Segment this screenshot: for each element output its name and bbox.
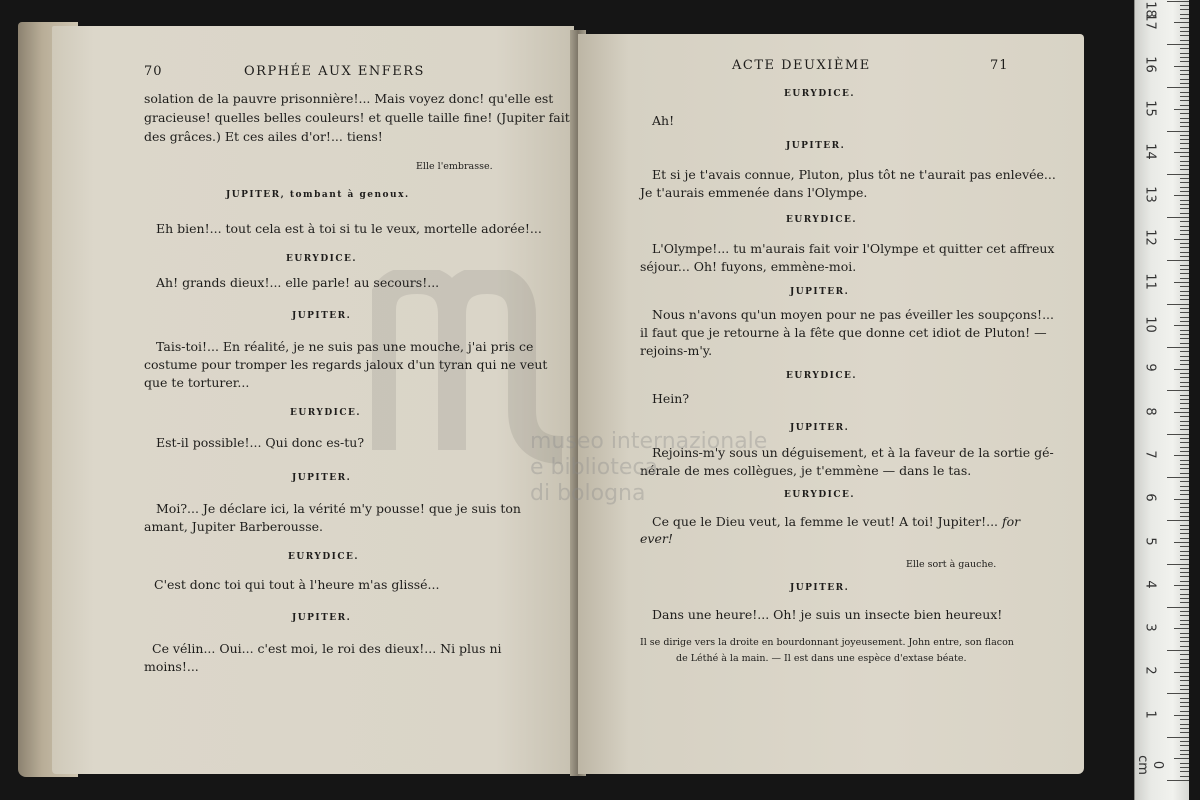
dialogue-text: Ce que le Dieu veut, la femme le veut! A toi! Jupiter!... — [652, 514, 999, 529]
ruler-tick — [1167, 1, 1189, 2]
ruler-tick — [1174, 369, 1189, 370]
ruler-tick — [1180, 40, 1189, 41]
ruler-tick — [1180, 92, 1189, 93]
ruler-tick — [1180, 494, 1189, 495]
ruler-tick — [1180, 187, 1189, 188]
ruler-tick — [1167, 693, 1189, 694]
ruler-tick — [1180, 377, 1189, 378]
ruler-tick — [1180, 425, 1189, 426]
ruler-tick — [1180, 18, 1189, 19]
ruler-number: 11 — [1142, 272, 1158, 290]
right-page-number: 71 — [990, 58, 1009, 73]
ruler-number: 12 — [1142, 229, 1158, 247]
speaker-name: EURYDICE. — [288, 552, 360, 562]
ruler-tick — [1180, 338, 1189, 339]
dialogue-line: Moi?... Je déclare ici, la vérité m'y pousse! que je suis ton — [156, 501, 521, 516]
ruler-tick — [1180, 416, 1189, 417]
dialogue-line: Ah! — [652, 113, 675, 128]
right-page — [578, 34, 1084, 774]
stage-direction: Elle l'embrasse. — [416, 161, 493, 172]
ruler-tick — [1167, 520, 1189, 521]
ruler-tick — [1180, 576, 1189, 577]
ruler-tick — [1174, 628, 1189, 629]
speaker-name: EURYDICE. — [786, 371, 858, 381]
ruler-tick — [1180, 61, 1189, 62]
right-page-header: ACTE DEUXIÈME — [732, 58, 871, 73]
ruler-tick — [1180, 27, 1189, 28]
ruler-tick — [1167, 564, 1189, 565]
ruler-tick — [1180, 70, 1189, 71]
ruler-tick — [1180, 481, 1189, 482]
ruler-tick — [1180, 767, 1189, 768]
dialogue-line: Je t'aurais emmenée dans l'Olympe. — [640, 185, 868, 200]
ruler-number: 16 — [1142, 56, 1158, 73]
ruler-tick — [1167, 304, 1189, 305]
ruler-tick — [1180, 226, 1189, 227]
ruler-tick — [1180, 139, 1189, 140]
dialogue-line: C'est donc toi qui tout à l'heure m'as glissé... — [154, 577, 440, 592]
ruler-tick — [1180, 351, 1189, 352]
ruler-tick — [1180, 711, 1189, 712]
ruler-tick — [1180, 745, 1189, 746]
ruler-tick — [1180, 35, 1189, 36]
speaker-name: JUPITER. — [790, 287, 850, 297]
ruler-tick — [1180, 447, 1189, 448]
ruler-tick — [1180, 589, 1189, 590]
stage-direction: Il se dirige vers la droite en bourdonnant joyeusement. John entre, son flacon — [640, 637, 1014, 648]
ruler-tick — [1174, 325, 1189, 326]
ruler-number: 9 — [1142, 363, 1158, 372]
ruler-tick — [1180, 771, 1189, 772]
dialogue-line: costume pour tromper les regards jaloux d'un tyran qui ne veut — [144, 357, 548, 372]
ruler-tick — [1180, 105, 1189, 106]
ruler-tick — [1180, 676, 1189, 677]
ruler-tick — [1167, 260, 1189, 261]
ruler-tick — [1180, 464, 1189, 465]
left-page-number: 70 — [144, 64, 163, 79]
ruler-tick — [1180, 221, 1189, 222]
ruler-tick — [1180, 438, 1189, 439]
ruler-tick — [1180, 14, 1189, 15]
dialogue-line: séjour... Oh! fuyons, emmène-moi. — [640, 259, 857, 274]
ruler-tick — [1180, 421, 1189, 422]
ruler-tick — [1180, 546, 1189, 547]
stage-direction: Elle sort à gauche. — [906, 559, 997, 570]
ruler-tick — [1180, 252, 1189, 253]
ruler-tick — [1167, 780, 1189, 781]
ruler-tick — [1180, 334, 1189, 335]
dialogue-line: Nous n'avons qu'un moyen pour ne pas éveiller les soupçons!... — [652, 307, 1054, 322]
ruler-tick — [1174, 758, 1189, 759]
dialogue-italic: for — [1002, 514, 1021, 529]
watermark-text: di bologna — [530, 481, 646, 506]
ruler-tick — [1180, 317, 1189, 318]
ruler-tick — [1180, 403, 1189, 404]
ruler-number: 15 — [1142, 99, 1158, 117]
dialogue-line: Rejoins-m'y sous un déguisement, et à la faveur de la sortie gé- — [652, 445, 1054, 460]
ruler-tick — [1180, 83, 1189, 84]
ruler-tick — [1174, 195, 1189, 196]
dialogue-line: que te torturer... — [144, 375, 250, 390]
dialogue-line: Hein? — [652, 391, 690, 406]
ruler-tick — [1180, 667, 1189, 668]
ruler-tick — [1167, 174, 1189, 175]
speaker-name: JUPITER. — [790, 423, 850, 433]
ruler-number: 7 — [1142, 450, 1158, 459]
ruler-tick — [1180, 96, 1189, 97]
ruler-tick — [1180, 490, 1189, 491]
ruler-tick — [1180, 330, 1189, 331]
ruler-tick — [1180, 538, 1189, 539]
ruler-tick — [1180, 581, 1189, 582]
ruler-tick — [1180, 620, 1189, 621]
ruler-tick — [1174, 672, 1189, 673]
ruler-tick — [1180, 615, 1189, 616]
ruler-tick — [1180, 312, 1189, 313]
ruler-tick — [1167, 607, 1189, 608]
ruler-tick — [1180, 57, 1189, 58]
ruler-tick — [1180, 273, 1189, 274]
ruler-tick — [1180, 386, 1189, 387]
watermark-text: museo internazionale — [530, 429, 768, 454]
ruler-tick — [1180, 148, 1189, 149]
ruler-tick — [1180, 486, 1189, 487]
ruler-tick — [1180, 256, 1189, 257]
ruler-tick — [1180, 299, 1189, 300]
ruler-tick — [1180, 169, 1189, 170]
ruler-number: 1 — [1142, 710, 1158, 719]
ruler-tick — [1180, 776, 1189, 777]
ruler-number: 18 — [1142, 1, 1158, 18]
ruler-tick — [1180, 572, 1189, 573]
ruler-tick — [1180, 594, 1189, 595]
ruler-tick — [1180, 525, 1189, 526]
ruler-tick — [1167, 737, 1189, 738]
ruler-tick — [1180, 724, 1189, 725]
dialogue-line: ever! — [640, 531, 673, 546]
dialogue-line: il faut que je retourne à la fête que donne cet idiot de Pluton! — — [640, 325, 1047, 340]
ruler-tick — [1180, 208, 1189, 209]
text-line: solation de la pauvre prisonnière!... Mais voyez donc! qu'elle est — [144, 91, 554, 106]
ruler-tick — [1167, 131, 1189, 132]
ruler-tick — [1180, 161, 1189, 162]
ruler-number: 0 cm — [1135, 755, 1165, 775]
ruler-tick — [1180, 295, 1189, 296]
ruler-tick — [1180, 680, 1189, 681]
ruler-tick — [1180, 754, 1189, 755]
ruler-number: 6 — [1142, 493, 1158, 502]
ruler-tick — [1180, 291, 1189, 292]
ruler-tick — [1174, 152, 1189, 153]
ruler-tick — [1180, 533, 1189, 534]
ruler-tick — [1180, 191, 1189, 192]
text-line: gracieuse! quelles belles couleurs! et quelle taille fine! (Jupiter fait — [144, 110, 570, 125]
ruler-tick — [1180, 135, 1189, 136]
ruler-tick — [1167, 390, 1189, 391]
ruler-tick — [1180, 468, 1189, 469]
dialogue-line — [652, 513, 1020, 531]
ruler-tick — [1180, 200, 1189, 201]
speaker-name: EURYDICE. — [290, 408, 362, 418]
dialogue-line: rejoins-m'y. — [640, 343, 713, 358]
ruler-tick — [1180, 559, 1189, 560]
ruler-tick — [1180, 732, 1189, 733]
ruler-tick — [1167, 44, 1189, 45]
ruler-tick — [1180, 408, 1189, 409]
ruler-tick — [1180, 74, 1189, 75]
ruler-tick — [1180, 451, 1189, 452]
ruler-number: 17 — [1142, 13, 1158, 30]
ruler-tick — [1180, 702, 1189, 703]
ruler-tick — [1180, 442, 1189, 443]
ruler-tick — [1180, 382, 1189, 383]
ruler-tick — [1180, 641, 1189, 642]
ruler-tick — [1180, 230, 1189, 231]
ruler-tick — [1167, 217, 1189, 218]
ruler-tick — [1180, 529, 1189, 530]
ruler-tick — [1167, 347, 1189, 348]
ruler-tick — [1180, 663, 1189, 664]
ruler-tick — [1180, 429, 1189, 430]
ruler-tick — [1174, 282, 1189, 283]
ruler-tick — [1180, 100, 1189, 101]
ruler-number: 5 — [1142, 536, 1158, 546]
ruler-tick — [1174, 542, 1189, 543]
dialogue-line: Ah! grands dieux!... elle parle! au secours!... — [156, 275, 440, 290]
dialogue-line: Ce vélin... Oui... c'est moi, le roi des dieux!... Ni plus ni — [152, 641, 502, 656]
ruler-tick — [1180, 555, 1189, 556]
dialogue-line: Eh bien!... tout cela est à toi si tu le veux, mortelle adorée!... — [156, 221, 542, 236]
ruler-tick — [1180, 247, 1189, 248]
dialogue-line: Dans une heure!... Oh! je suis un insecte bien heureux! — [652, 607, 1003, 622]
ruler-tick — [1180, 598, 1189, 599]
ruler-tick — [1180, 395, 1189, 396]
ruler-number: 2 — [1142, 666, 1158, 676]
ruler-tick — [1180, 659, 1189, 660]
ruler-tick — [1167, 434, 1189, 435]
ruler-tick — [1180, 321, 1189, 322]
speaker-name: EURYDICE. — [784, 490, 856, 500]
ruler-tick — [1180, 551, 1189, 552]
ruler-tick — [1180, 286, 1189, 287]
ruler-tick — [1180, 234, 1189, 235]
ruler-tick — [1167, 477, 1189, 478]
ruler-tick — [1180, 343, 1189, 344]
ruler-tick — [1174, 109, 1189, 110]
ruler-tick — [1180, 750, 1189, 751]
ruler-tick — [1180, 9, 1189, 10]
ruler-tick — [1180, 122, 1189, 123]
ruler-tick — [1180, 602, 1189, 603]
ruler-tick — [1180, 637, 1189, 638]
ruler-tick — [1180, 126, 1189, 127]
dialogue-line: nérale de mes collègues, je t'emmène — dans le tas. — [640, 463, 972, 478]
ruler-tick — [1180, 633, 1189, 634]
speaker-name: JUPITER. — [292, 311, 352, 321]
ruler-tick — [1180, 356, 1189, 357]
speaker-name: JUPITER. — [292, 613, 352, 623]
speaker-name: JUPITER, tombant à genoux. — [226, 190, 410, 200]
ruler-tick — [1180, 698, 1189, 699]
ruler-tick — [1174, 412, 1189, 413]
ruler-tick — [1180, 503, 1189, 504]
ruler-tick — [1180, 31, 1189, 32]
dialogue-line: moins!... — [144, 659, 199, 674]
ruler-tick — [1180, 611, 1189, 612]
ruler-tick — [1180, 53, 1189, 54]
ruler-number: 4 — [1142, 580, 1158, 589]
speaker-name: EURYDICE. — [786, 215, 858, 225]
ruler-tick — [1180, 364, 1189, 365]
ruler-number: 3 — [1142, 623, 1158, 632]
ruler-tick — [1180, 48, 1189, 49]
ruler-tick — [1180, 118, 1189, 119]
speaker-name: JUPITER. — [786, 141, 846, 151]
ruler-number: 14 — [1142, 143, 1158, 160]
ruler-tick — [1180, 624, 1189, 625]
dialogue-line: amant, Jupiter Barberousse. — [144, 519, 323, 534]
ruler-tick — [1180, 685, 1189, 686]
ruler-number: 13 — [1142, 186, 1158, 203]
ruler-tick — [1180, 512, 1189, 513]
ruler-tick — [1180, 278, 1189, 279]
ruler-tick — [1180, 728, 1189, 729]
ruler-tick — [1180, 269, 1189, 270]
stage-direction: de Léthé à la main. — Il est dans une espèce d'extase béate. — [676, 653, 967, 664]
ruler-tick — [1174, 66, 1189, 67]
ruler-tick — [1180, 243, 1189, 244]
ruler-tick — [1174, 22, 1189, 23]
watermark-text: e biblioteca — [530, 455, 658, 480]
ruler-tick — [1180, 654, 1189, 655]
ruler-tick — [1180, 178, 1189, 179]
ruler-tick — [1180, 143, 1189, 144]
ruler-tick — [1180, 399, 1189, 400]
ruler-tick — [1180, 568, 1189, 569]
ruler-tick — [1174, 715, 1189, 716]
ruler-tick — [1180, 719, 1189, 720]
ruler-tick — [1180, 360, 1189, 361]
ruler-tick — [1180, 473, 1189, 474]
measurement-ruler — [1134, 0, 1189, 800]
ruler-tick — [1174, 455, 1189, 456]
dialogue-line: Et si je t'avais connue, Pluton, plus tôt ne t'aurait pas enlevée... — [652, 167, 1056, 182]
speaker-name: JUPITER. — [292, 473, 352, 483]
dialogue-line: Tais-toi!... En réalité, je ne suis pas une mouche, j'ai pris ce — [156, 339, 534, 354]
ruler-tick — [1180, 156, 1189, 157]
ruler-tick — [1180, 265, 1189, 266]
ruler-tick — [1174, 239, 1189, 240]
ruler-tick — [1180, 507, 1189, 508]
speaker-name: JUPITER. — [790, 583, 850, 593]
ruler-tick — [1180, 763, 1189, 764]
dialogue-line: L'Olympe!... tu m'aurais fait voir l'Olympe et quitter cet affreux — [652, 241, 1055, 256]
ruler-tick — [1180, 689, 1189, 690]
ruler-tick — [1180, 706, 1189, 707]
ruler-tick — [1180, 308, 1189, 309]
ruler-tick — [1167, 650, 1189, 651]
ruler-tick — [1180, 204, 1189, 205]
speaker-name: EURYDICE. — [286, 254, 358, 264]
ruler-tick — [1180, 79, 1189, 80]
ruler-tick — [1180, 460, 1189, 461]
ruler-tick — [1180, 516, 1189, 517]
speaker-name: EURYDICE. — [784, 89, 856, 99]
dialogue-line: Est-il possible!... Qui donc es-tu? — [156, 435, 365, 450]
ruler-tick — [1174, 585, 1189, 586]
ruler-tick — [1167, 87, 1189, 88]
ruler-tick — [1180, 646, 1189, 647]
left-page-header: ORPHÉE AUX ENFERS — [244, 64, 425, 79]
ruler-tick — [1180, 5, 1189, 6]
ruler-tick — [1180, 741, 1189, 742]
text-line: des grâces.) Et ces ailes d'or!... tiens! — [144, 129, 383, 144]
ruler-tick — [1180, 113, 1189, 114]
ruler-tick — [1180, 373, 1189, 374]
ruler-number: 8 — [1142, 406, 1158, 416]
ruler-tick — [1180, 213, 1189, 214]
ruler-number: 10 — [1142, 316, 1158, 333]
ruler-tick — [1180, 182, 1189, 183]
ruler-tick — [1174, 499, 1189, 500]
ruler-tick — [1180, 165, 1189, 166]
